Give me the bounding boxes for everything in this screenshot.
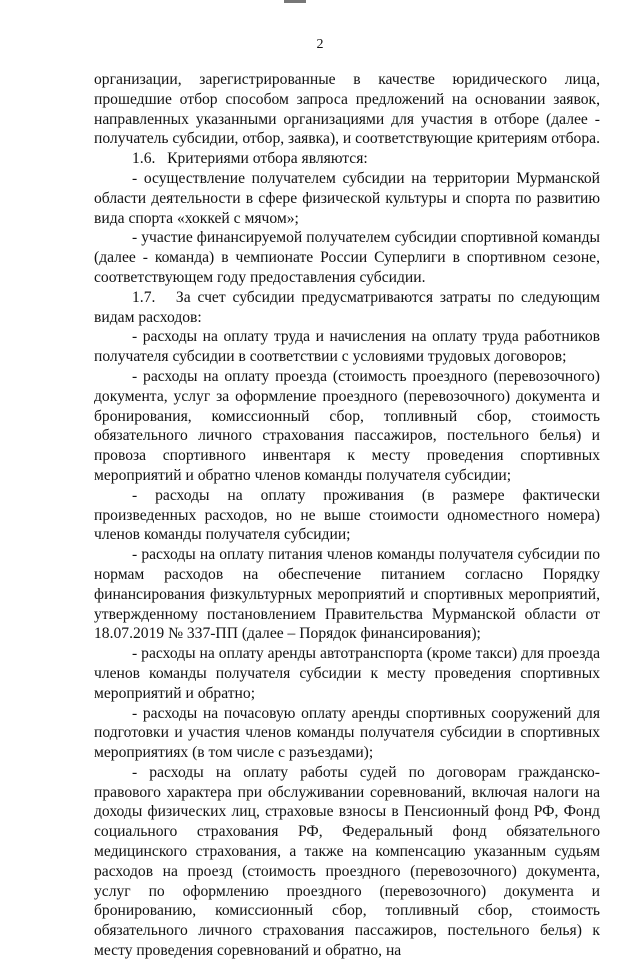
expense-item: - расходы на почасовую оплату аренды спортивных сооружений для подготовки и участия членов команды получателя субсидии в спортивных мероприятиях (в том числе с разъездами);	[94, 704, 600, 762]
expense-item: - расходы на оплату питания членов команды получателя субсидии по нормам расходов на обеспечение питанием согласно Порядку финансирования физкультурных мероприятий и спортивных мероприятий, утвержденному постановлением Правительства Мурманской области от 18.07.2019 № 337-ПП (далее – Порядок финансирования);	[94, 546, 600, 643]
criterion-item: - осуществление получателем субсидии на территории Мурманской области деятельности в сфере физической культуры и спорта по развитию вида спорта «хоккей с мячом»;	[94, 169, 600, 227]
expense-item: - расходы на оплату труда и начисления на оплату труда работников получателя субсидии в соответствии с условиями трудовых договоров;	[94, 328, 600, 366]
document-body	[94, 70, 600, 961]
paragraph-1-7: 1.7. За счет субсидии предусматриваются затраты по следующим видам расходов:	[94, 288, 600, 326]
paragraph-intro: организации, зарегистрированные в качестве юридического лица, прошедшие отбор способом запроса предложений на основании заявок, направленных указанными организациями для участия в отборе (далее - получатель субсидии, отбор, заявка), и соответствующие критериям отбора.	[94, 71, 600, 148]
paragraph-1-6: 1.6. Критериями отбора являются:	[132, 150, 368, 168]
expense-item: - расходы на оплату проживания (в размере фактически произведенных расходов, но не выше стоимости одноместного номера) членов команды получателя субсидии;	[94, 486, 600, 544]
page-number: 2	[316, 37, 324, 52]
criterion-item: - участие финансируемой получателем субсидии спортивной команды (далее - команда) в чемпионате России Суперлиги в спортивном сезоне, соответствующем году предоставления субсидии.	[94, 229, 600, 286]
expense-item: - расходы на оплату работы судей по договорам гражданско-правового характера при обслуживании соревнований, включая налоги на доходы физических лиц, страховые взносы в Пенсионный фонд РФ, Фонд социального страхования РФ, Федеральный фонд обязательного медицинского страхования, а также на компенсацию указанным судьям расходов на проезд (стоимость проездного (перевозочного) документа, услуг по оформлению проездного (перевозочного) документа и бронированию, комиссионный сбор, топливный сбор, стоимость обязательного личного страхования пассажиров, постельного белья) к месту проведения соревнований и обратно, на	[94, 763, 600, 960]
expense-item: - расходы на оплату проезда (стоимость проездного (перевозочного) документа, услуг за оформление проездного (перевозочного) документа и бронирования, комиссионный сбор, топливный сбор, стоимость обязательного личного страхования пассажиров, постельного белья) и провоза спортивного инвентаря к месту проведения спортивных мероприятий и обратно членов команды получателя субсидии;	[94, 367, 600, 484]
page-top-mark	[284, 0, 306, 3]
expense-item: - расходы на оплату аренды автотранспорта (кроме такси) для проезда членов команды получателя субсидии к месту проведения спортивных мероприятий и обратно;	[94, 645, 600, 702]
